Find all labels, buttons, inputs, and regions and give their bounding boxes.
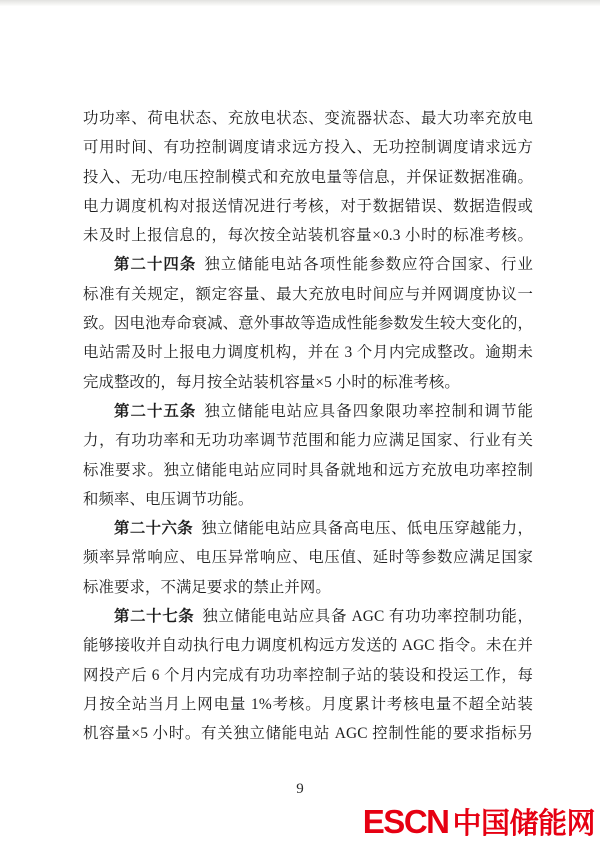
article-number: 第二十六条 bbox=[114, 520, 194, 538]
text-line: 可用时间、有功控制调度请求远方投入、无功控制调度请求远方 bbox=[83, 139, 533, 157]
text-line: 和频率、电压调节功能。 bbox=[83, 490, 254, 508]
escn-logo bbox=[363, 805, 595, 839]
paragraph bbox=[83, 397, 533, 514]
text-line: 功功率、荷电状态、充放电状态、变流器状态、最大功率充放电 bbox=[83, 110, 533, 127]
text-line: 频率异常响应、电压异常响应、电压值、延时等参数应满足国家 bbox=[83, 549, 533, 567]
text-line: 标准要求。独立储能电站应同时具备就地和远方充放电功率控制 bbox=[83, 461, 533, 479]
text-line bbox=[83, 514, 533, 543]
text-line: 投入、无功/电压控制模式和充放电量等信息，并保证数据准确。 bbox=[83, 168, 533, 186]
text-line: 机容量×5 小时。有关独立储能电站 AGC 控制性能的要求指标另 bbox=[83, 725, 533, 743]
document-body bbox=[83, 104, 533, 749]
text-line: 网投产后 6 个月内完成有功功率控制子站的装设和投运工作，每 bbox=[83, 666, 533, 684]
paragraph bbox=[83, 104, 533, 250]
paragraph bbox=[83, 250, 533, 396]
article-number: 第二十四条 bbox=[114, 256, 197, 274]
paragraph bbox=[83, 602, 533, 748]
article-number: 第二十五条 bbox=[114, 402, 197, 420]
paragraph bbox=[83, 514, 533, 602]
text-line: 电站需及时上报电力调度机构，并在 3 个月内完成整改。逾期未 bbox=[83, 344, 533, 362]
text-line bbox=[83, 602, 533, 631]
scan-top-edge bbox=[0, 0, 600, 6]
text-line: 月按全站当月上网电量 1%考核。月度累计考核电量不超全站装 bbox=[83, 695, 533, 713]
text-line: 力，有功功率和无功功率调节范围和能力应满足国家、行业有关 bbox=[83, 432, 533, 450]
escn-logo-latin-text: ESCN bbox=[362, 803, 449, 840]
article-first-line-text: 独立储能电站应具备四象限功率控制和调节能 bbox=[204, 402, 533, 420]
escn-logo-chinese-text: 中国储能网 bbox=[452, 808, 595, 840]
page-number: 9 bbox=[296, 781, 304, 797]
text-line: 能够接收并自动执行电力调度机构远方发送的 AGC 指令。未在并 bbox=[83, 637, 533, 655]
article-number: 第二十七条 bbox=[114, 608, 195, 626]
article-first-line-text: 独立储能电站应具备 AGC 有功功率控制功能， bbox=[202, 608, 533, 626]
text-line: 电力调度机构对报送情况进行考核，对于数据错误、数据造假或 bbox=[83, 197, 533, 215]
text-line bbox=[83, 250, 533, 279]
text-line bbox=[83, 397, 533, 426]
text-line: 标准有关规定，额定容量、最大充放电时间应与并网调度协议一 bbox=[83, 285, 533, 303]
text-line: 完成整改的，每月按全站装机容量×5 小时的标准考核。 bbox=[83, 373, 460, 391]
text-line: 未及时上报信息的，每次按全站装机容量×0.3 小时的标准考核。 bbox=[83, 227, 533, 245]
text-line: 标准要求，不满足要求的禁止并网。 bbox=[83, 578, 331, 596]
article-first-line-text: 独立储能电站应具备高电压、低电压穿越能力， bbox=[201, 520, 533, 538]
article-first-line-text: 独立储能电站各项性能参数应符合国家、行业 bbox=[204, 256, 533, 274]
text-line: 致。因电池寿命衰减、意外事故等造成性能参数发生较大变化的， bbox=[83, 315, 533, 333]
